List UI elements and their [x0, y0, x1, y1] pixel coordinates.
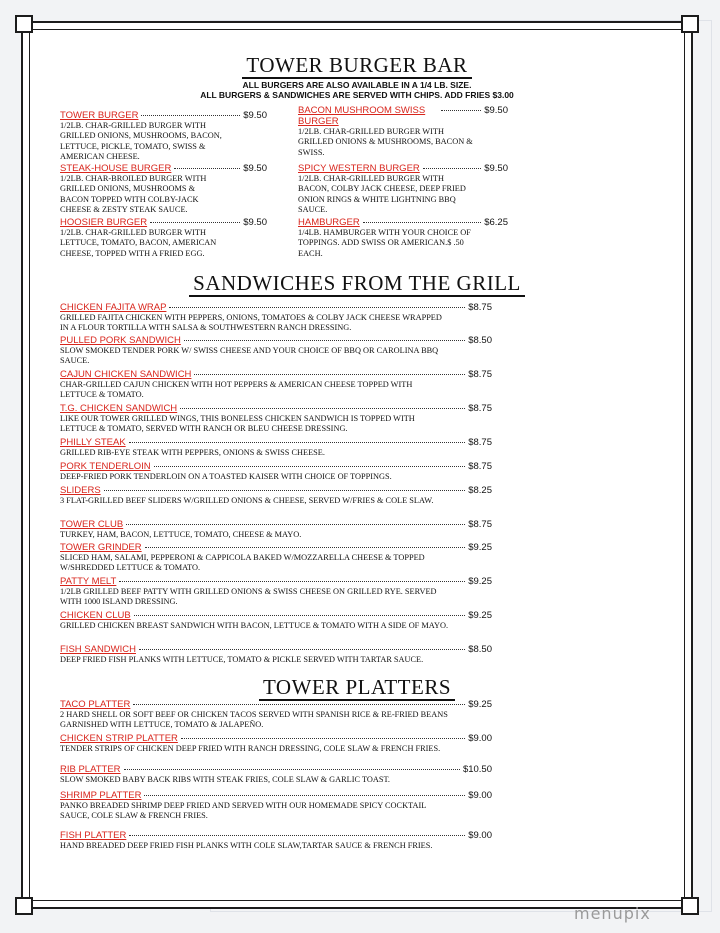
- item-price: $8.50: [468, 644, 492, 655]
- item-price: $9.25: [468, 576, 492, 587]
- item-price: $8.75: [468, 403, 492, 414]
- item-price: $8.75: [468, 437, 492, 448]
- menu-item: [60, 764, 492, 785]
- item-name: SPICY WESTERN BURGER: [298, 163, 420, 174]
- burger-section-subtitle: ALL BURGERS ARE ALSO AVAILABLE IN A 1/4 LB. SIZE.: [242, 80, 472, 90]
- menu-item: [60, 699, 492, 731]
- menu-page: [21, 21, 693, 909]
- item-name: PATTY MELT: [60, 576, 117, 587]
- item-description: SLOW SMOKED TENDER PORK W/ SWISS CHEESE AND YOUR CHOICE OF BBQ OR CAROLINA BBQ SAUCE.: [60, 346, 439, 366]
- item-price: $8.75: [468, 369, 492, 380]
- item-price: $9.50: [484, 105, 508, 116]
- item-description: SLICED HAM, SALAMI, PEPPERONI & CAPPICOLA BAKED W/MOZZARELLA CHEESE & TOPPED W/SHREDDED LETTUCE & TOMATO.: [60, 553, 425, 573]
- item-price: $9.50: [243, 110, 267, 121]
- menu-item: [60, 542, 492, 574]
- burger-section-subtitle: ALL BURGERS & SANDWICHES ARE SERVED WITH CHIPS. ADD FRIES $3.00: [200, 90, 514, 100]
- item-description: TENDER STRIPS OF CHICKEN DEEP FRIED WITH RANCH DRESSING, COLE SLAW & FRENCH FRIES.: [60, 744, 441, 753]
- item-name: T.G. CHICKEN SANDWICH: [60, 403, 178, 414]
- item-name: CHICKEN CLUB: [60, 610, 131, 621]
- item-description: GRILLED FAJITA CHICKEN WITH PEPPERS, ONIONS, TOMATOES & COLBY JACK CHEESE WRAPPED IN A FLOUR TORTILLA WITH SALSA & SOUTHWESTERN RANCH DRESSING.: [60, 313, 442, 333]
- menu-item: [60, 437, 492, 458]
- menu-item: [298, 105, 508, 158]
- item-name: HAMBURGER: [298, 217, 360, 228]
- item-name: FISH PLATTER: [60, 830, 127, 841]
- item-price: $8.75: [468, 302, 492, 313]
- menu-item: [60, 519, 492, 540]
- item-description: HAND BREADED DEEP FRIED FISH PLANKS WITH COLE SLAW,TARTAR SAUCE & FRENCH FRIES.: [60, 841, 433, 850]
- item-description: 1/2LB. CHAR-BROILED BURGER WITH GRILLED ONIONS, MUSHROOMS & BACON TOPPED WITH COLBY-JACK CHEESE & ZESTY STEAK SAUCE.: [60, 174, 207, 215]
- item-description: 2 HARD SHELL OR SOFT BEEF OR CHICKEN TACOS SERVED WITH SPANISH RICE & RE-FRIED BEANS GARNISHED WITH LETTUCE, TOMATO & JALAPEÑO.: [60, 710, 448, 730]
- item-description: 1/2LB GRILLED BEEF PATTY WITH GRILLED ONIONS & SWISS CHEESE ON GRILLED RYE. SERVED WITH 1000 ISLAND DRESSING.: [60, 587, 437, 607]
- item-description: 1/4LB. HAMBURGER WITH YOUR CHOICE OF TOPPINGS. ADD SWISS OR AMERICAN.$ .50 EACH.: [298, 228, 471, 258]
- corner-ornament: [681, 897, 699, 915]
- item-price: $8.75: [468, 461, 492, 472]
- item-name: CHICKEN STRIP PLATTER: [60, 733, 178, 744]
- menu-item: [298, 217, 508, 259]
- menu-item: [60, 217, 267, 259]
- item-name: PORK TENDERLOIN: [60, 461, 151, 472]
- menu-item: [60, 576, 492, 608]
- menu-item: [60, 302, 492, 334]
- menu-item: [60, 110, 267, 163]
- item-description: 3 FLAT-GRILLED BEEF SLIDERS W/GRILLED ONIONS & CHEESE, SERVED W/FRIES & COLE SLAW.: [60, 496, 434, 505]
- item-description: LIKE OUR TOWER GRILLED WINGS, THIS BONELESS CHICKEN SANDWICH IS TOPPED WITH LETTUCE & TOMATO, SERVED WITH RANCH OR BLEU CHEESE DRESSING.: [60, 414, 415, 434]
- menu-item: [60, 485, 492, 506]
- item-name: STEAK-HOUSE BURGER: [60, 163, 172, 174]
- corner-ornament: [15, 897, 33, 915]
- item-name: CAJUN CHICKEN SANDWICH: [60, 369, 192, 380]
- menu-item: [60, 461, 492, 482]
- item-description: SLOW SMOKED BABY BACK RIBS WITH STEAK FRIES, COLE SLAW & GARLIC TOAST.: [60, 775, 391, 784]
- item-name: SLIDERS: [60, 485, 101, 496]
- item-description: 1/2LB. CHAR-GRILLED BURGER WITH BACON, COLBY JACK CHEESE, DEEP FRIED ONION RINGS & WHITE LIGHTNING BBQ SAUCE.: [298, 174, 466, 215]
- menu-item: [60, 830, 492, 851]
- item-name: TACO PLATTER: [60, 699, 131, 710]
- menu-item: [60, 733, 492, 754]
- menu-item: [60, 644, 492, 665]
- item-name: PHILLY STEAK: [60, 437, 126, 448]
- burger-section-title: TOWER BURGER BAR: [23, 53, 691, 78]
- item-description: TURKEY, HAM, BACON, LETTUCE, TOMATO, CHEESE & MAYO.: [60, 530, 302, 539]
- item-description: 1/2LB. CHAR-GRILLED BURGER WITH GRILLED ONIONS, MUSHROOMS, BACON, LETTUCE, PICKLE, TOMATO, SWISS & AMERICAN CHEESE.: [60, 121, 222, 162]
- menu-item: [60, 335, 492, 367]
- menu-item: [60, 790, 492, 822]
- item-description: 1/2LB. CHAR-GRILLED BURGER WITH LETTUCE, TOMATO, BACON, AMERICAN CHEESE, TOPPED WITH A FRIED EGG.: [60, 228, 217, 258]
- item-description: DEEP-FRIED PORK TENDERLOIN ON A TOASTED KAISER WITH CHOICE OF TOPPINGS.: [60, 472, 392, 481]
- menu-item: [60, 403, 492, 435]
- item-price: $9.50: [484, 163, 508, 174]
- platter-section-title: TOWER PLATTERS: [23, 675, 691, 700]
- item-price: $9.50: [243, 163, 267, 174]
- sandwich-section-title: SANDWICHES FROM THE GRILL: [23, 271, 691, 296]
- item-price: $9.25: [468, 542, 492, 553]
- watermark-logo: menupix: [574, 904, 651, 923]
- item-price: $9.25: [468, 699, 492, 710]
- menu-item: [298, 163, 508, 216]
- item-description: 1/2LB. CHAR-GRILLED BURGER WITH GRILLED ONIONS & MUSHROOMS, BACON & SWISS.: [298, 127, 473, 157]
- corner-ornament: [15, 15, 33, 33]
- item-price: $9.00: [468, 733, 492, 744]
- item-description: GRILLED CHICKEN BREAST SANDWICH WITH BACON, LETTUCE & TOMATO WITH A SIDE OF MAYO.: [60, 621, 449, 630]
- item-price: $9.00: [468, 790, 492, 801]
- corner-ornament: [681, 15, 699, 33]
- item-name: TOWER BURGER: [60, 110, 139, 121]
- item-price: $6.25: [484, 217, 508, 228]
- item-name: FISH SANDWICH: [60, 644, 136, 655]
- item-name: HOOSIER BURGER: [60, 217, 148, 228]
- item-description: PANKO BREADED SHRIMP DEEP FRIED AND SERVED WITH OUR HOMEMADE SPICY COCKTAIL SAUCE, COLE SLAW & FRENCH FRIES.: [60, 801, 426, 821]
- item-name: SHRIMP PLATTER: [60, 790, 142, 801]
- item-name: BACON MUSHROOM SWISS BURGER: [298, 105, 426, 127]
- menu-item: [60, 369, 492, 401]
- item-name: TOWER CLUB: [60, 519, 124, 530]
- menu-item: [60, 163, 267, 216]
- item-price: $9.00: [468, 830, 492, 841]
- item-description: DEEP FRIED FISH PLANKS WITH LETTUCE, TOMATO & PICKLE SERVED WITH TARTAR SAUCE.: [60, 655, 424, 664]
- item-price: $9.50: [243, 217, 267, 228]
- item-price: $10.50: [462, 764, 492, 775]
- item-description: GRILLED RIB-EYE STEAK WITH PEPPERS, ONIONS & SWISS CHEESE.: [60, 448, 325, 457]
- item-price: $8.25: [468, 485, 492, 496]
- item-name: PULLED PORK SANDWICH: [60, 335, 181, 346]
- item-name: RIB PLATTER: [60, 764, 121, 775]
- item-price: $8.50: [468, 335, 492, 346]
- menu-item: [60, 610, 492, 631]
- item-description: CHAR-GRILLED CAJUN CHICKEN WITH HOT PEPPERS & AMERICAN CHEESE TOPPED WITH LETTUCE & TOMATO.: [60, 380, 413, 400]
- item-price: $8.75: [468, 519, 492, 530]
- item-price: $9.25: [468, 610, 492, 621]
- item-name: CHICKEN FAJITA WRAP: [60, 302, 167, 313]
- item-name: TOWER GRINDER: [60, 542, 142, 553]
